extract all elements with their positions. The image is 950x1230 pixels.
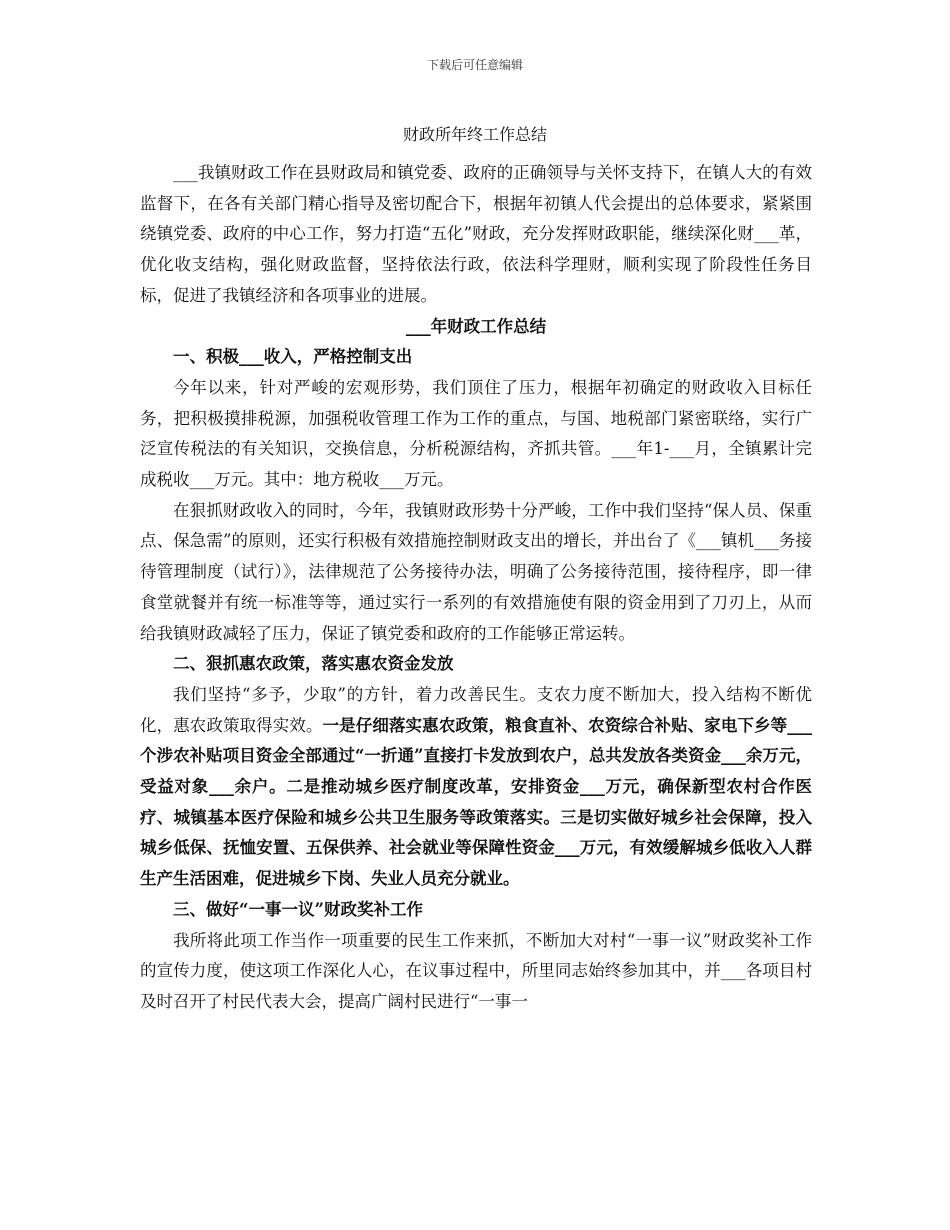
- section-2-paragraph: [140, 680, 812, 895]
- document-title: 财政所年终工作总结: [402, 125, 547, 144]
- section-2-bold-text: 一是仔细落实惠农政策，粮食直补、农资综合补贴、家电下乡等___个涉农补贴项目资金全部通过“一折通”直接打卡发放到农户，总共发放各类资金___余万元，受益对象___余户。二是推动城乡医疗制度改革，安排资金___万元，确保新型农村合作医疗、城镇基本医疗保险和城乡公共卫生服务等政策落实。三是切实做好城乡社会保障，投入城乡低保、抚恤安置、五保供养、社会就业等保障性资金___万元，有效缓解城乡低收入人群生产生活困难，促进城乡下岗、失业人员充分就业。: [140, 715, 813, 889]
- header-note: 下载后可任意编辑: [426, 58, 523, 72]
- section-1-paragraph-2: 在狠抓财政收入的同时，今年，我镇财政形势十分严峻，工作中我们坚持“保人员、保重点、保急需”的原则，还实行积极有效措施控制财政支出的增长，并出台了《___镇机___务接待管理制度（试行）》，法律规范了公务接待办法，明确了公务接待范围，接待程序，即一律食堂就餐并有统一标准等等，通过实行一系列的有效措施使有限的资金用到了刀刃上，从而给我镇财政减轻了压力，保证了镇党委和政府的工作能够正常运转。: [140, 500, 812, 643]
- section-1-heading: 一、积极___收入，严格控制支出: [173, 347, 413, 367]
- section-2-plain-text: 我们坚持“多予，少取”的方针，着力改善民生。支农力度不断加大，投入结构不断优化，惠农政策取得实效。: [140, 684, 812, 735]
- section-2-heading: 二、狠抓惠农政策，落实惠农资金发放: [173, 654, 454, 674]
- document-body: [140, 158, 812, 1018]
- section-3-paragraph-1: 我所将此项工作当作一项重要的民生工作来抓，不断加大对村“一事一议”财政奖补工作的宣传力度，使这项工作深化人心，在议事过程中，所里同志始终参加其中，并___各项目村及时召开了村民代表大会，提高广阔村民进行“一事一: [140, 930, 812, 1011]
- section-3-heading: 三、做好“一事一议”财政奖补工作: [173, 899, 423, 919]
- summary-heading: ___年财政工作总结: [405, 316, 547, 336]
- intro-paragraph: ___我镇财政工作在县财政局和镇党委、政府的正确领导与关怀支持下，在镇人大的有效监督下，在各有关部门精心指导及密切配合下，根据年初镇人代会提出的总体要求，紧紧围绕镇党委、政府的中心工作，努力打造“五化”财政，充分发挥财政职能，继续深化财___革，优化收支结构，强化财政监督，坚持依法行政，依法科学理财，顺利实现了阶段性任务目标，促进了我镇经济和各项事业的进展。: [140, 163, 812, 305]
- section-1-paragraph-1: 今年以来，针对严峻的宏观形势，我们顶住了压力，根据年初确定的财政收入目标任务，把积极摸排税源，加强税收管理工作为工作的重点，与国、地税部门紧密联络，实行广泛宣传税法的有关知识，交换信息，分析税源结构，齐抓共管。___年1-___月，全镇累计完成税收___万元。其中：地方税收___万元。: [140, 377, 812, 490]
